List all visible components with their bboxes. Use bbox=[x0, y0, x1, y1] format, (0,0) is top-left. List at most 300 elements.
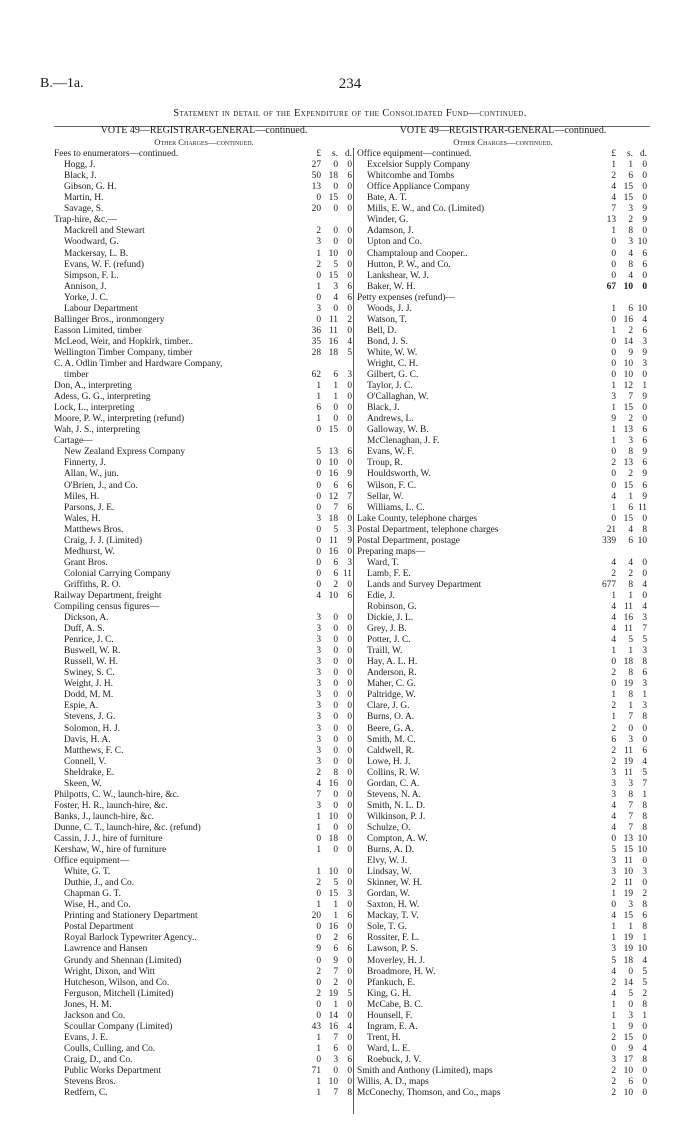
pence-value: 0 bbox=[347, 613, 352, 624]
shillings-value: 0 bbox=[333, 303, 338, 314]
entry-label: Saxton, H. W. bbox=[367, 900, 420, 911]
ledger-row bbox=[357, 812, 649, 823]
pence-value: 0 bbox=[347, 723, 352, 734]
entry-label: Watson, T. bbox=[367, 314, 407, 325]
entry-label: Compiling census figures— bbox=[54, 602, 160, 613]
entry-label: Andrews, L. bbox=[367, 414, 414, 425]
entry-label: Compton, A. W. bbox=[367, 834, 428, 844]
pence-value: 0 bbox=[347, 182, 352, 193]
ledger-row bbox=[357, 834, 649, 845]
shillings-value: 2 bbox=[628, 568, 633, 579]
shillings-value: 15 bbox=[328, 193, 338, 204]
entry-label: Wright, Dixon, and Witt bbox=[64, 966, 155, 977]
pounds-value: 4 bbox=[611, 624, 616, 635]
pounds-value: 1 bbox=[611, 226, 616, 237]
entry-label: Trent, H. bbox=[367, 1032, 401, 1043]
shillings-value: 7 bbox=[628, 712, 633, 723]
ledger-row bbox=[54, 503, 354, 514]
entry-label: Hay, A. L. H. bbox=[367, 657, 418, 668]
pence-value: 0 bbox=[347, 204, 352, 215]
ledger-row bbox=[54, 900, 354, 911]
unit-label: s. bbox=[627, 149, 633, 160]
pence-value: 0 bbox=[347, 270, 352, 281]
entry-label: Dickson, A. bbox=[64, 613, 109, 624]
entry-label: Hogg, J. bbox=[64, 160, 96, 171]
entry-label: Matthews, F. C. bbox=[64, 745, 124, 756]
pounds-value: 0 bbox=[611, 370, 616, 381]
shillings-value: 6 bbox=[628, 535, 633, 546]
entry-label: Hutcheson, Wilson, and Co. bbox=[64, 977, 170, 988]
pence-value: 0 bbox=[347, 646, 352, 657]
ledger-row bbox=[357, 359, 649, 370]
pence-value: 9 bbox=[642, 392, 647, 403]
pounds-value: 2 bbox=[316, 259, 321, 270]
entry-label: Savage, S. bbox=[64, 204, 104, 215]
pence-value: 8 bbox=[642, 712, 647, 723]
entry-label: Lankshear, W. J. bbox=[367, 270, 429, 281]
shillings-value: 10 bbox=[623, 1088, 633, 1099]
entry-label: Parsons, J. E. bbox=[64, 502, 115, 513]
ledger-row bbox=[357, 668, 649, 679]
pence-value: 2 bbox=[347, 314, 352, 325]
shillings-value: 18 bbox=[623, 955, 633, 966]
unit-label: £ bbox=[316, 149, 321, 160]
ledger-row bbox=[357, 712, 649, 723]
pounds-value: 0 bbox=[316, 193, 321, 204]
pounds-value: 1 bbox=[611, 590, 616, 601]
entry-label: Stevens Bros. bbox=[64, 1077, 116, 1088]
pounds-value: 1 bbox=[611, 1010, 616, 1021]
pounds-value: 3 bbox=[611, 1054, 616, 1065]
pounds-value: 3 bbox=[316, 712, 321, 723]
entry-label: Troup, R. bbox=[367, 458, 403, 469]
pence-value: 0 bbox=[642, 403, 647, 414]
entry-label: Redfern, C. bbox=[64, 1088, 108, 1099]
pence-value: 0 bbox=[347, 259, 352, 270]
ledger-row bbox=[357, 381, 649, 392]
entry-label: Stevens, N. A. bbox=[367, 789, 421, 800]
pounds-value: 1 bbox=[316, 900, 321, 911]
entry-label: Black, J. bbox=[367, 403, 400, 414]
entry-label: Connell, V. bbox=[64, 756, 107, 767]
pounds-value: 0 bbox=[611, 336, 616, 347]
shillings-value: 7 bbox=[333, 1088, 338, 1099]
pence-value: 9 bbox=[642, 469, 647, 480]
entry-label: Burns, O. A. bbox=[367, 712, 415, 723]
pounds-value: 0 bbox=[316, 579, 321, 590]
shillings-value: 1 bbox=[628, 701, 633, 712]
pence-value: 0 bbox=[347, 922, 352, 933]
shillings-value: 3 bbox=[333, 281, 338, 292]
entry-label: Stevens, J. G. bbox=[64, 712, 116, 723]
shillings-value: 0 bbox=[333, 734, 338, 745]
ledger-row bbox=[54, 646, 354, 657]
ledger-row bbox=[357, 326, 649, 337]
ledger-row bbox=[357, 414, 649, 425]
shillings-value: 15 bbox=[328, 270, 338, 281]
shillings-value: 13 bbox=[328, 447, 338, 458]
shillings-value: 16 bbox=[328, 778, 338, 789]
ledger-row bbox=[54, 436, 354, 447]
shillings-value: 6 bbox=[333, 557, 338, 568]
pounds-value: 2 bbox=[611, 1065, 616, 1076]
pounds-value: 0 bbox=[611, 259, 616, 270]
pence-value: 8 bbox=[642, 999, 647, 1010]
entry-label: Hutton, P. W., and Co. bbox=[367, 259, 451, 270]
pounds-value: 1 bbox=[316, 281, 321, 292]
ledger-row bbox=[357, 492, 649, 503]
entry-label: Russell, W. H. bbox=[64, 657, 118, 668]
ledger-row bbox=[357, 226, 649, 237]
shillings-value: 16 bbox=[623, 613, 633, 624]
entry-label: Office equipment— bbox=[54, 856, 130, 867]
pence-value: 0 bbox=[642, 1021, 647, 1032]
pence-value: 0 bbox=[347, 381, 352, 392]
pence-value: 0 bbox=[642, 1077, 647, 1088]
ledger-row bbox=[357, 282, 649, 293]
pence-value: 0 bbox=[347, 624, 352, 635]
shillings-value: 1 bbox=[628, 922, 633, 933]
ledger-row bbox=[54, 1088, 354, 1099]
entry-label: Grundy and Shennan (Limited) bbox=[64, 955, 182, 966]
pounds-value: 1 bbox=[611, 690, 616, 701]
ledger-row bbox=[357, 536, 649, 547]
shillings-value: 11 bbox=[328, 314, 338, 325]
pounds-value: 2 bbox=[611, 878, 616, 889]
ledger-row bbox=[357, 779, 649, 790]
pounds-value: 0 bbox=[611, 314, 616, 325]
pence-value: 10 bbox=[637, 237, 647, 248]
pence-value: 0 bbox=[642, 281, 647, 292]
shillings-value: 19 bbox=[623, 933, 633, 944]
entry-label: Martin, H. bbox=[64, 193, 104, 204]
shillings-value: 3 bbox=[333, 1054, 338, 1065]
entry-label: Beere, G. A. bbox=[367, 723, 414, 734]
entry-label: Maher, C. G. bbox=[367, 679, 416, 690]
pounds-value: 6 bbox=[611, 734, 616, 745]
pence-value: 8 bbox=[642, 822, 647, 833]
entry-label: Office Appliance Company bbox=[367, 182, 470, 193]
entry-label: Craig, D., and Co. bbox=[64, 1054, 133, 1065]
shillings-value: 2 bbox=[333, 579, 338, 590]
entry-label: Bate, A. T. bbox=[367, 193, 408, 204]
ledger-row bbox=[54, 558, 354, 569]
ledger-row bbox=[357, 757, 649, 768]
ledger-row bbox=[54, 867, 354, 878]
entry-label: Jackson and Co. bbox=[64, 1010, 126, 1021]
pounds-value: 2 bbox=[611, 1088, 616, 1099]
entry-label: Williams, L. C. bbox=[367, 502, 425, 513]
shillings-value: 3 bbox=[628, 734, 633, 745]
ledger-row bbox=[54, 315, 354, 326]
pence-value: 6 bbox=[347, 944, 352, 955]
ledger-row bbox=[54, 768, 354, 779]
pounds-value: 3 bbox=[316, 513, 321, 524]
pounds-value: 0 bbox=[316, 1010, 321, 1021]
ledger-row bbox=[54, 392, 354, 403]
entry-label: Ferguson, Mitchell (Limited) bbox=[64, 988, 174, 999]
shillings-value: 15 bbox=[623, 182, 633, 193]
entry-label: O'Callaghan, W. bbox=[367, 392, 429, 403]
pounds-value: 0 bbox=[611, 270, 616, 281]
shillings-value: 1 bbox=[333, 999, 338, 1010]
pounds-value: 0 bbox=[316, 933, 321, 944]
shillings-value: 0 bbox=[333, 403, 338, 414]
shillings-value: 10 bbox=[328, 590, 338, 601]
shillings-value: 0 bbox=[333, 701, 338, 712]
pence-value: 0 bbox=[347, 458, 352, 469]
shillings-value: 8 bbox=[628, 668, 633, 679]
pence-value: 10 bbox=[637, 944, 647, 955]
pence-value: 0 bbox=[347, 767, 352, 778]
pence-value: 6 bbox=[347, 447, 352, 458]
pounds-value: 43 bbox=[311, 1021, 321, 1032]
ledger-row bbox=[54, 547, 354, 558]
pence-value: 0 bbox=[642, 856, 647, 867]
pence-value: 3 bbox=[347, 557, 352, 568]
pounds-value: 4 bbox=[611, 988, 616, 999]
entry-label: Labour Department bbox=[64, 303, 138, 314]
ledger-row bbox=[357, 624, 649, 635]
ledger-row bbox=[54, 690, 354, 701]
entry-label: Preparing maps— bbox=[357, 546, 425, 557]
pence-value: 9 bbox=[642, 347, 647, 358]
shillings-value: 10 bbox=[328, 811, 338, 822]
pence-value: 8 bbox=[642, 900, 647, 911]
shillings-value: 15 bbox=[623, 1032, 633, 1043]
entry-label: Evans, W. F. bbox=[367, 447, 414, 458]
pence-value: 5 bbox=[347, 347, 352, 358]
pence-value: 3 bbox=[642, 613, 647, 624]
pence-value: 0 bbox=[642, 182, 647, 193]
shillings-value: 0 bbox=[628, 999, 633, 1010]
pounds-value: 3 bbox=[316, 756, 321, 767]
shillings-value: 8 bbox=[628, 789, 633, 800]
ledger-row bbox=[357, 922, 649, 933]
pounds-value: 7 bbox=[611, 204, 616, 215]
pounds-value: 1 bbox=[611, 325, 616, 336]
entry-label: Smith and Anthony (Limited), maps bbox=[357, 1065, 493, 1076]
ledger-row bbox=[54, 779, 354, 790]
entry-label: Upton and Co. bbox=[367, 237, 422, 248]
pounds-value: 7 bbox=[316, 789, 321, 800]
pence-value: 0 bbox=[642, 1032, 647, 1043]
pence-value: 5 bbox=[347, 988, 352, 999]
shillings-value: 13 bbox=[623, 458, 633, 469]
pence-value: 0 bbox=[347, 1032, 352, 1043]
left-units-row bbox=[54, 149, 354, 160]
entry-label: timber bbox=[64, 370, 89, 381]
shillings-value: 11 bbox=[328, 325, 338, 336]
shillings-value: 2 bbox=[628, 469, 633, 480]
shillings-value: 11 bbox=[623, 878, 633, 889]
ledger-row bbox=[54, 668, 354, 679]
pounds-value: 0 bbox=[611, 480, 616, 491]
pence-value: 2 bbox=[642, 988, 647, 999]
pence-value: 0 bbox=[642, 1065, 647, 1076]
shillings-value: 18 bbox=[328, 834, 338, 844]
entry-label: Willis, A. D., maps bbox=[357, 1077, 429, 1088]
pence-value: 6 bbox=[642, 668, 647, 679]
ledger-row bbox=[54, 933, 354, 944]
pence-value: 0 bbox=[347, 635, 352, 646]
pounds-value: 62 bbox=[311, 370, 321, 381]
entry-label: Philpotts, C. W., launch-hire, &c. bbox=[54, 789, 179, 800]
pence-value: 6 bbox=[642, 248, 647, 259]
pounds-value: 2 bbox=[316, 226, 321, 237]
shillings-value: 1 bbox=[333, 392, 338, 403]
shillings-value: 0 bbox=[333, 756, 338, 767]
pounds-value: 3 bbox=[316, 690, 321, 701]
pence-value: 0 bbox=[347, 845, 352, 856]
ledger-row bbox=[54, 878, 354, 889]
shillings-value: 0 bbox=[333, 822, 338, 833]
entry-label: Lindsay, W. bbox=[367, 867, 412, 878]
pence-value: 11 bbox=[637, 502, 647, 513]
entry-label: Public Works Department bbox=[64, 1065, 161, 1076]
pounds-value: 4 bbox=[611, 491, 616, 502]
entry-label: Postal Department, postage bbox=[357, 535, 460, 546]
ledger-row bbox=[54, 525, 354, 536]
pounds-value: 1 bbox=[611, 436, 616, 447]
shillings-value: 1 bbox=[333, 911, 338, 922]
shillings-value: 7 bbox=[333, 966, 338, 977]
ledger-row bbox=[54, 381, 354, 392]
ledger-row bbox=[357, 746, 649, 757]
ledger-row bbox=[357, 1055, 649, 1066]
ledger-row bbox=[54, 757, 354, 768]
pounds-value: 4 bbox=[611, 557, 616, 568]
ledger-row bbox=[54, 182, 354, 193]
ledger-row bbox=[54, 226, 354, 237]
ledger-row bbox=[357, 878, 649, 889]
pence-value: 3 bbox=[642, 867, 647, 878]
shillings-value: 15 bbox=[623, 845, 633, 856]
ledger-row bbox=[357, 911, 649, 922]
shillings-value: 4 bbox=[628, 524, 633, 535]
pounds-value: 1 bbox=[316, 392, 321, 403]
entry-label: Collins, R. W. bbox=[367, 767, 420, 778]
shillings-value: 16 bbox=[328, 469, 338, 480]
ledger-row bbox=[357, 790, 649, 801]
shillings-value: 15 bbox=[328, 889, 338, 900]
ledger-row bbox=[54, 215, 354, 226]
pence-value: 0 bbox=[642, 568, 647, 579]
pounds-value: 0 bbox=[611, 469, 616, 480]
pence-value: 6 bbox=[347, 281, 352, 292]
ledger-row bbox=[54, 1077, 354, 1088]
pounds-value: 9 bbox=[316, 944, 321, 955]
shillings-value: 0 bbox=[333, 679, 338, 690]
pence-value: 8 bbox=[347, 1088, 352, 1099]
shillings-value: 5 bbox=[333, 878, 338, 889]
shillings-value: 7 bbox=[333, 1032, 338, 1043]
shillings-value: 11 bbox=[623, 856, 633, 867]
pence-value: 0 bbox=[642, 370, 647, 381]
ledger-row bbox=[357, 315, 649, 326]
ledger-row bbox=[357, 801, 649, 812]
ledger-row bbox=[357, 348, 649, 359]
pence-value: 6 bbox=[642, 436, 647, 447]
ledger-row bbox=[357, 646, 649, 657]
entry-label: Mackay, T. V. bbox=[367, 911, 419, 922]
pence-value: 0 bbox=[642, 414, 647, 425]
shillings-value: 11 bbox=[328, 535, 338, 546]
pounds-value: 35 bbox=[311, 336, 321, 347]
pounds-value: 2 bbox=[316, 767, 321, 778]
entry-label: Colonial Carrying Company bbox=[64, 568, 171, 579]
pounds-value: 3 bbox=[316, 624, 321, 635]
entry-label: Mackrell and Stewart bbox=[64, 226, 145, 237]
shillings-value: 4 bbox=[333, 292, 338, 303]
entry-label: King, G. H. bbox=[367, 988, 412, 999]
entry-label: Woods, J. J. bbox=[367, 303, 412, 314]
entry-label: Rossiter, F. L. bbox=[367, 933, 420, 944]
ledger-row bbox=[54, 171, 354, 182]
ledger-row bbox=[54, 260, 354, 271]
pence-value: 0 bbox=[642, 557, 647, 568]
ledger-row bbox=[357, 171, 649, 182]
pounds-value: 1 bbox=[611, 712, 616, 723]
ledger-row bbox=[357, 260, 649, 271]
ledger-row bbox=[54, 834, 354, 845]
pence-value: 9 bbox=[642, 204, 647, 215]
ledger-row bbox=[54, 911, 354, 922]
ledger-row bbox=[357, 1011, 649, 1022]
pence-value: 0 bbox=[347, 900, 352, 911]
left-vote-heading: VOTE 49—REGISTRAR-GENERAL—continued. bbox=[100, 125, 308, 136]
ledger-row bbox=[54, 978, 354, 989]
shillings-value: 8 bbox=[628, 447, 633, 458]
ledger-row bbox=[54, 735, 354, 746]
ledger-row bbox=[357, 293, 649, 304]
entry-label: Whitcombe and Tombs bbox=[367, 171, 455, 182]
entry-label: Griffiths, R. O. bbox=[64, 579, 121, 590]
pence-value: 0 bbox=[642, 723, 647, 734]
ledger-row bbox=[357, 613, 649, 624]
entry-label: Woodward, G. bbox=[64, 237, 119, 248]
entry-label: McLeod, Weir, and Hopkirk, timber.. bbox=[54, 336, 194, 347]
pence-value: 0 bbox=[347, 546, 352, 557]
pence-value: 6 bbox=[347, 292, 352, 303]
pounds-value: 3 bbox=[611, 856, 616, 867]
shillings-value: 17 bbox=[623, 1054, 633, 1065]
entry-label: Postal Department bbox=[64, 922, 134, 933]
ledger-row bbox=[357, 304, 649, 315]
entry-label: Grey, J. B. bbox=[367, 624, 407, 635]
shillings-value: 10 bbox=[623, 1065, 633, 1076]
pounds-value: 67 bbox=[606, 281, 616, 292]
ledger-row bbox=[357, 237, 649, 248]
pence-value: 0 bbox=[347, 822, 352, 833]
pounds-value: 4 bbox=[611, 811, 616, 822]
shillings-value: 1 bbox=[333, 381, 338, 392]
pounds-value: 9 bbox=[611, 414, 616, 425]
pounds-value: 0 bbox=[316, 834, 321, 844]
entry-label: Dunne, C. T., launch-hire, &c. (refund) bbox=[54, 822, 201, 833]
shillings-value: 0 bbox=[628, 723, 633, 734]
pence-value: 8 bbox=[642, 800, 647, 811]
entry-label: Printing and Stationery Department bbox=[64, 911, 198, 922]
ledger-row bbox=[357, 547, 649, 558]
entry-label: Bell, D. bbox=[367, 325, 397, 336]
shillings-value: 19 bbox=[623, 756, 633, 767]
pounds-value: 1 bbox=[611, 381, 616, 392]
pence-value: 9 bbox=[642, 491, 647, 502]
ledger-row bbox=[54, 856, 354, 867]
pence-value: 10 bbox=[637, 845, 647, 856]
ledger-row bbox=[54, 591, 354, 602]
